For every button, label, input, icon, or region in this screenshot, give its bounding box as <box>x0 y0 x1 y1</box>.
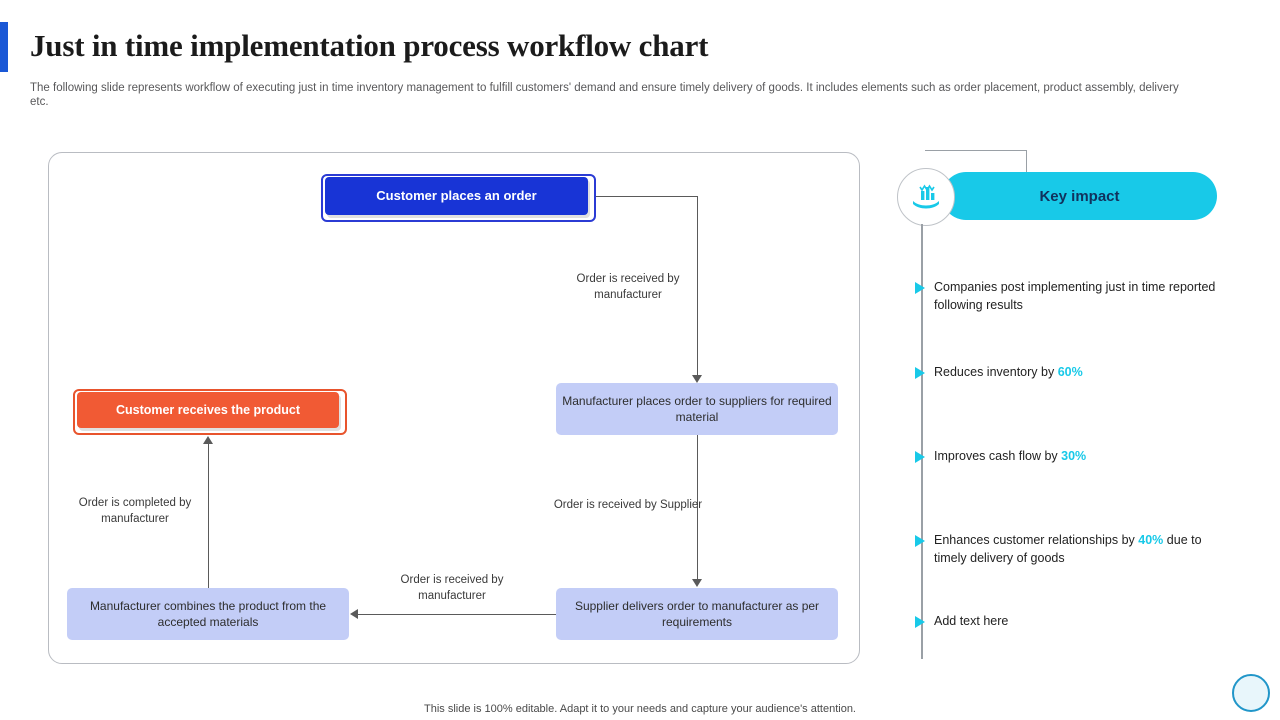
triangle-bullet-icon <box>915 616 925 628</box>
connector-supplier-to-combine <box>358 614 556 615</box>
bullet-text: Reduces inventory by <box>934 365 1058 379</box>
connector-start-to-mfr-horizontal <box>592 196 698 197</box>
key-impact-bullet-3 <box>934 447 1224 465</box>
brand-logo <box>1232 674 1270 712</box>
bullet-text-after: due to timely delivery of goods <box>934 533 1202 565</box>
bullet-value: 60% <box>1057 365 1083 379</box>
hand-holding-growth-icon <box>909 182 943 212</box>
arrowhead-to-mfr-order <box>692 375 702 383</box>
edge-label-order-completed-by-manufacturer: Order is completed by manufacturer <box>78 497 192 525</box>
bullet-text: Enhances customer relationships by <box>934 533 1139 547</box>
key-impact-bullet-2 <box>934 363 1224 381</box>
node-customer-receives-product[interactable]: Customer receives the product <box>77 392 339 428</box>
page-subtitle: The following slide represents workflow of executing just in time inventory management to fulfill customers' demand and ensure timely delivery of goods. It includes elements such as order placement, product assembly, delivery etc. <box>30 82 1179 108</box>
triangle-bullet-icon <box>915 535 925 547</box>
bullet-value: 40% <box>1138 533 1164 547</box>
key-impact-bullet-4 <box>934 531 1224 567</box>
bullet-value: 30% <box>1061 449 1087 463</box>
arrowhead-to-combine <box>350 609 358 619</box>
arrowhead-to-supplier <box>692 579 702 587</box>
node-customer-places-order[interactable]: Customer places an order <box>325 177 588 215</box>
key-impact-bullet-5[interactable] <box>934 612 1224 630</box>
node-manufacturer-places-order[interactable]: Manufacturer places order to suppliers for required material <box>556 383 838 435</box>
slide-footer-note: This slide is 100% editable. Adapt it to your needs and capture your audience's attention. <box>424 703 856 715</box>
key-impact-header <box>942 172 1217 220</box>
triangle-bullet-icon <box>915 282 925 294</box>
key-impact-connector-top <box>925 150 1027 151</box>
bullet-text: Improves cash flow by <box>934 449 1062 463</box>
page-title: Just in time implementation process workflow chart <box>30 28 709 63</box>
key-impact-heading-label: Key impact <box>1039 187 1120 205</box>
edge-label-order-received-by-supplier: Order is received by Supplier <box>553 499 703 511</box>
key-impact-bullet-1 <box>934 278 1224 314</box>
triangle-bullet-icon <box>915 367 925 379</box>
key-impact-icon-circle <box>897 168 955 226</box>
key-impact-connector-corner <box>1026 150 1027 174</box>
edge-label-order-received-by-manufacturer-2: Order is received by manufacturer <box>400 574 504 602</box>
node-manufacturer-combines-product[interactable]: Manufacturer combines the product from the accepted materials <box>67 588 349 640</box>
title-accent-bar <box>0 22 8 72</box>
triangle-bullet-icon <box>915 451 925 463</box>
bullet-text: Add text here <box>934 614 1009 628</box>
arrowhead-to-customer <box>203 436 213 444</box>
node-supplier-delivers-order[interactable]: Supplier delivers order to manufacturer as per requirements <box>556 588 838 640</box>
bullet-text: Companies post implementing just in time reported following results <box>934 280 1216 312</box>
edge-label-order-received-by-manufacturer: Order is received by manufacturer <box>576 273 680 301</box>
